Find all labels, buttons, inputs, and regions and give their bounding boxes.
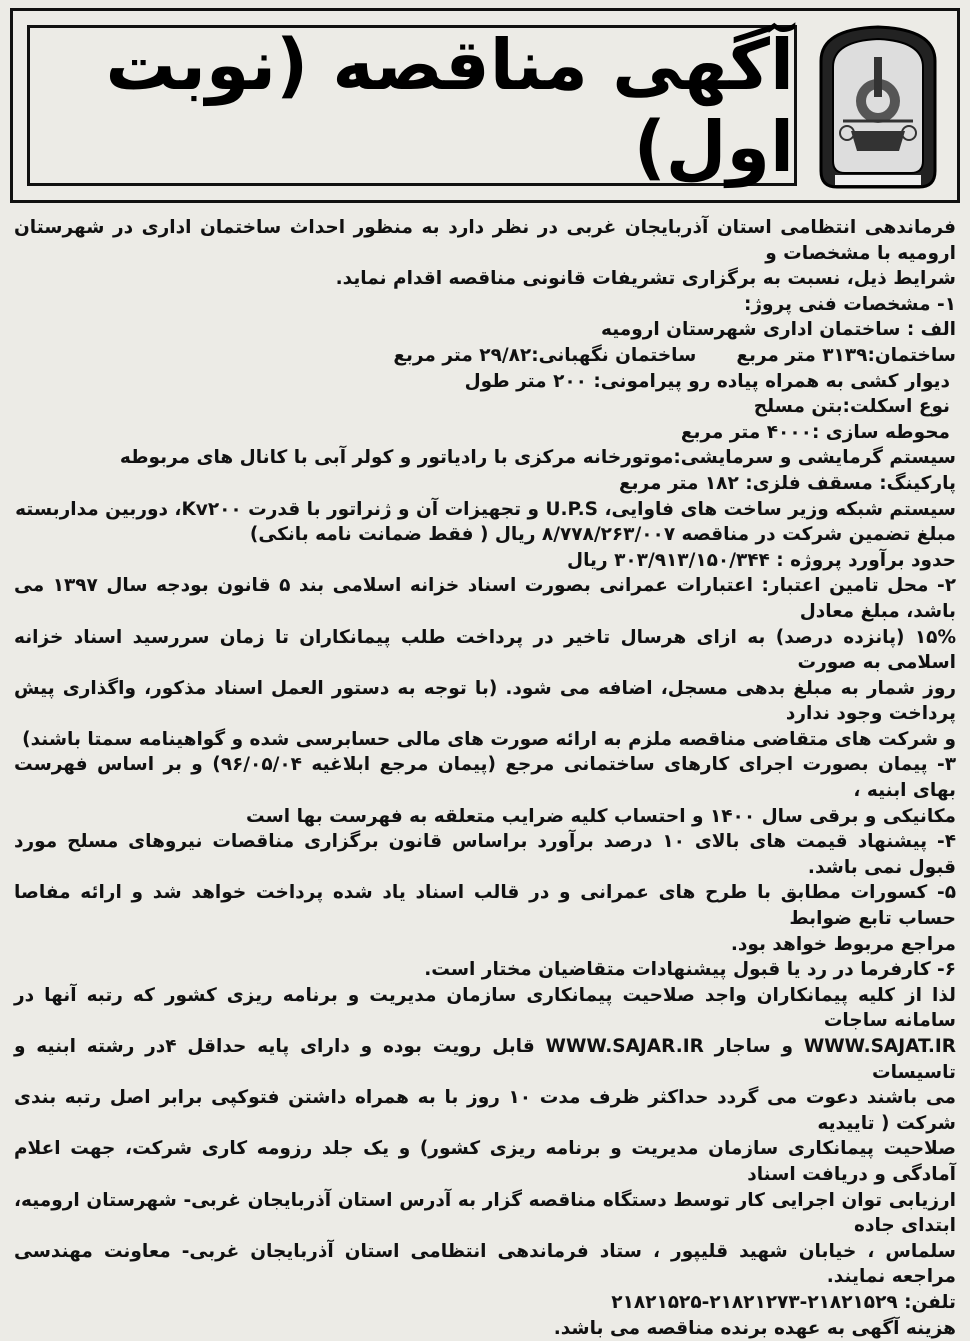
building-area: ساختمان:۳۱۳۹ متر مربع	[736, 344, 956, 366]
closing-line: سلماس ، خیابان شهید قلیپور ، ستاد فرماندهی انتظامی استان آذربایجان غربی- معاونت مهندسی مراجعه نمایند.	[14, 1240, 956, 1288]
hvac-spec: سیستم گرمایشی و سرمایشی:موتورخانه مرکزی با رادیاتور و کولر آبی با کانال های مربوطه	[119, 447, 956, 469]
cost-note: هزینه آگهی به عهده برنده مناقصه می باشد.	[553, 1317, 956, 1339]
section-1-heading: ۱- مشخصات فنی پروژ:	[743, 293, 956, 315]
section-1-subheading: الف : ساختمان اداری شهرستان ارومیه	[601, 319, 956, 341]
network-spec: سیستم شبکه وزیر ساخت های فاوایی، U.P.S و تجهیزات آن و ژنراتور با قدرت Kv۲۰۰، دوربین مداربسته	[15, 498, 956, 520]
section-6-line: ۶- کارفرما در رد یا قبول پیشنهادات متقاضیان مختار است.	[424, 959, 956, 981]
intro-line: شرایط ذیل، نسبت به برگزاری تشریفات قانونی مناقصه اقدام نماید.	[335, 268, 956, 290]
yard-spec: محوطه سازی :۴۰۰۰ متر مربع	[680, 421, 950, 443]
skeleton-spec: نوع اسکلت:بتن مسلح	[753, 396, 950, 418]
police-emblem-icon	[813, 21, 943, 193]
section-2-line: ۱۵% (پانزده درصد) به ازای هرسال تاخیر در پرداخت طلب پیمانکاران تا زمان سررسید اسناد خزانه اسلامی به صورت	[14, 626, 956, 674]
area-row	[14, 343, 956, 369]
intro-line: فرماندهی انتظامی استان آذربایجان غربی در نظر دارد به منظور احداث ساختمان اداری در شهرستان ارومیه با مشخصات و	[14, 217, 956, 264]
guard-area: ساختمان نگهبانی:۲۹/۸۲ متر مربع	[393, 344, 697, 366]
closing-line: ارزیابی توان اجرایی کار توسط دستگاه مناقصه گزار به آدرس استان آذربایجان غربی- شهرستان ارومیه، ابتدای جاده	[14, 1189, 956, 1237]
wall-spec: دیوار کشی به همراه پیاده رو پیرامونی: ۲۰۰ متر طول	[464, 370, 950, 392]
project-estimate: حدود برآورد پروژه : ۳۰۳/۹۱۳/۱۵۰/۳۴۴ ریال	[567, 549, 956, 571]
parking-spec: پارکینگ: مسقف فلزی: ۱۸۲ متر مربع	[618, 472, 956, 494]
page-title: آگهی مناقصه (نوبت اول)	[105, 23, 794, 188]
section-3-line: ۳- پیمان بصورت اجرای کارهای ساختمانی مرجع (پیمان مرجع ابلاغیه ۹۶/۰۵/۰۴) و بر اساس فهرست بهای ابنیه ،	[14, 754, 956, 802]
section-2-line: و شرکت های متقاضی مناقصه ملزم به ارائه صورت های مالی حسابرسی شده و گواهینامه سمتا باشند)	[22, 728, 956, 750]
closing-line: صلاحیت پیمانکاری سازمان مدیریت و برنامه ریزی کشور) و یک جلد رزومه کاری شرکت، جهت اعلام آمادگی و دریافت اسناد	[14, 1138, 956, 1185]
tender-notice	[10, 8, 960, 1339]
section-5-line: ۵- کسورات مطابق با طرح های عمرانی و در قالب اسناد یاد شده پرداخت خواهد شد و ارائه مفاصا حساب تابع ضوابط	[14, 882, 956, 930]
title-frame	[27, 25, 797, 186]
header-box	[10, 8, 960, 203]
section-3-line: مکانیکی و برقی سال ۱۴۰۰ و احتساب کلیه ضرایب متعلقه به فهرست بها است	[246, 805, 956, 827]
closing-line: می باشند دعوت می گردد حداکثر ظرف مدت ۱۰ روز با به همراه داشتن فتوکپی برابر اصل رتبه بندی شرکت ( تاییدیه	[14, 1087, 956, 1134]
closing-line: لذا از کلیه پیمانکاران واجد صلاحیت پیمانکاری سازمان مدیریت و برنامه ریزی کشور که رتبه آنها در سامانه ساجات	[14, 984, 956, 1032]
section-2-line: ۲- محل تامین اعتبار: اعتبارات عمرانی بصورت اسناد خزانه اسلامی بند ۵ قانون بودجه سال ۱۳۹۷ می باشد، مبلغ معادل	[14, 575, 956, 622]
section-5-line: مراجع مربوط خواهد بود.	[730, 933, 956, 955]
phone-numbers: تلفن: ۲۱۸۲۱۵۲۹-۲۱۸۲۱۲۷۳-۲۱۸۲۱۵۲۵	[611, 1291, 956, 1313]
section-4-line: ۴- پیشنهاد قیمت های بالای ۱۰ درصد برآورد براساس قانون برگزاری مناقصات نیروهای مسلح مورد قبول نمی باشد.	[14, 831, 956, 878]
guarantee-amount: مبلغ تضمین شرکت در مناقصه ۸/۷۷۸/۲۶۳/۰۰۷ ریال ( فقط ضمانت نامه بانکی)	[249, 524, 956, 546]
section-2-line: روز شمار به مبلغ بدهی مسجل، اضافه می شود. (با توجه به دستور العمل اسناد مذکور، واگذاری پیش پرداخت وجود ندارد	[14, 677, 956, 725]
closing-line: WWW.SAJAT.IR و ساجار WWW.SAJAR.IR قابل رویت بوده و دارای پایه حداقل ۴در رشته ابنیه و تاسیسات	[14, 1036, 956, 1083]
notice-body	[10, 215, 960, 1341]
